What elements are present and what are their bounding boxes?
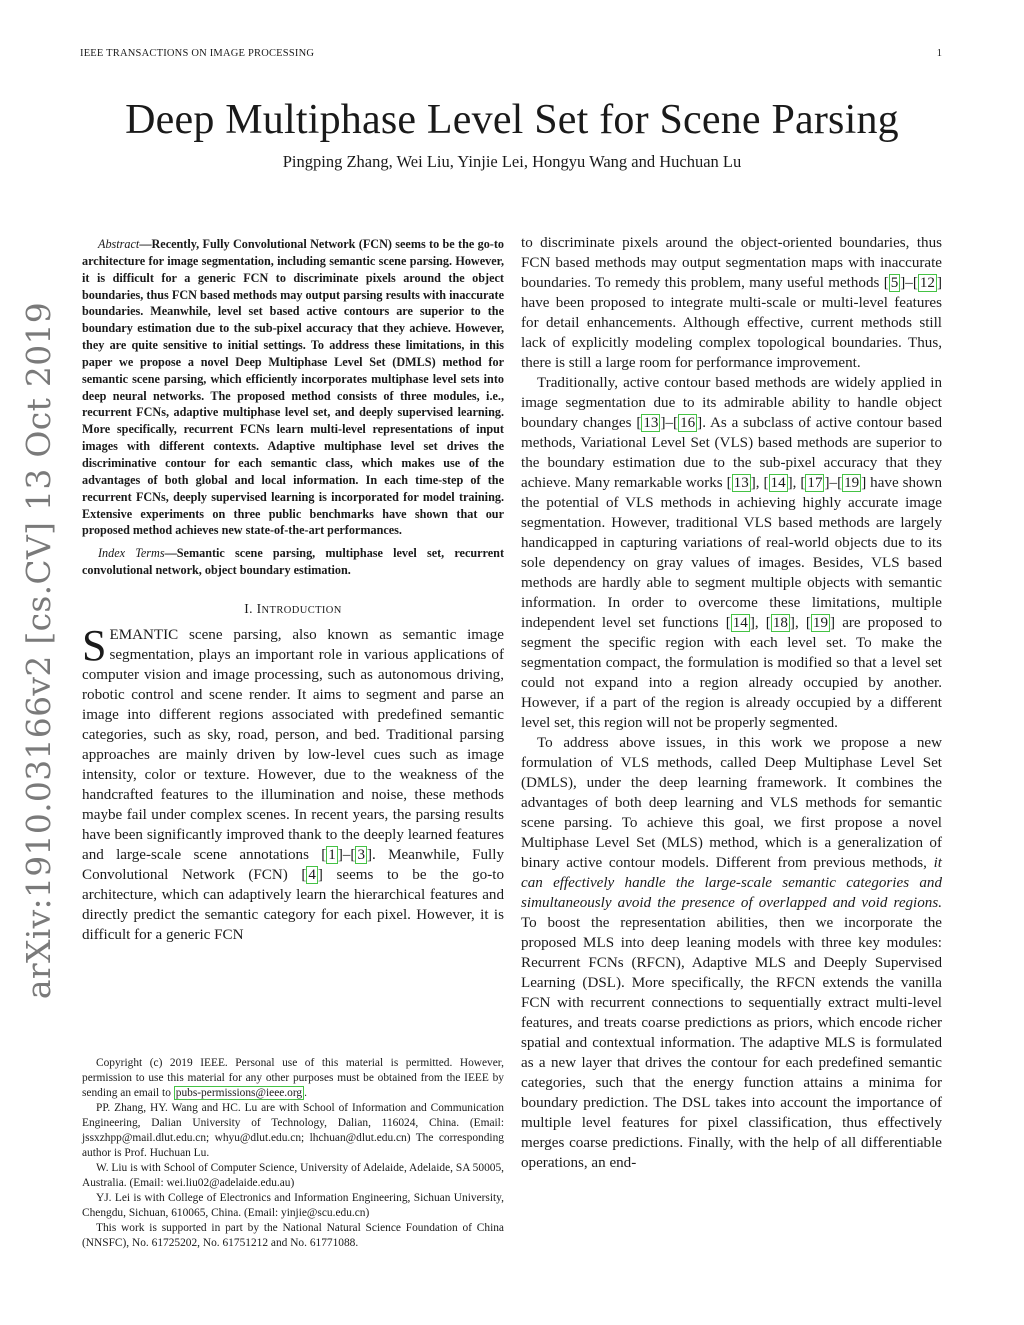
- page-number: 1: [936, 48, 942, 59]
- paper-title: Deep Multiphase Level Set for Scene Parsing: [125, 97, 899, 143]
- right-column: [521, 233, 942, 1173]
- arxiv-id: arXiv:1910.03166v2 [cs.CV] 13 Oct 2019: [19, 301, 59, 999]
- abstract: [82, 236, 504, 539]
- drop-cap: S: [82, 620, 107, 670]
- citation-link[interactable]: 5: [890, 275, 899, 291]
- citation-link[interactable]: 18: [772, 615, 788, 631]
- emphasis-text: it can effectively handle the large-scale semantic categories and simultaneously avoid the presence of overlapped and void regions.: [521, 855, 942, 911]
- funding-note: This work is supported in part by the National Natural Science Foundation of China (NNSFC), No. 61725202, No. 61751212 and No. 61771088.: [82, 1222, 504, 1249]
- citation-link[interactable]: 19: [844, 475, 860, 491]
- affiliation-note: YJ. Lei is with College of Electronics and Information Engineering, Sichuan University, Chengdu, Sichuan, 610065, China. (Email: yinjie@scu.edu.cn): [82, 1192, 504, 1219]
- citation-link[interactable]: 13: [733, 475, 749, 491]
- running-header: IEEE TRANSACTIONS ON IMAGE PROCESSING: [80, 48, 315, 59]
- index-terms-text: —Semantic scene parsing, multiphase level set, recurrent convolutional network, object boundary estimation.: [82, 546, 504, 577]
- section-heading-introduction: I. INTRODUCTION: [244, 600, 342, 616]
- index-terms: [82, 545, 504, 579]
- citation-link[interactable]: 14: [770, 475, 786, 491]
- abstract-text: —Recently, Fully Convolutional Network (FCN) seems to be the go-to architecture for image segmentation, including semantic scene parsing. However, it is difficult for a generic FCN to discriminate pixels around the object boundaries, thus FCN based methods may output parsing results with inaccurate boundaries. Meanwhile, level set based active contours are superior to the boundary estimation due to the sub-pixel accuracy that they achieve. However, they are quite sensitive to initial settings. To address these limitations, in this paper we propose a novel Deep Multiphase Level Set (DMLS) method for semantic scene parsing, which efficiently incorporates multiphase level sets into deep neural networks. The proposed method consists of three modules, i.e., recurrent FCNs, adaptive multiphase level set, and deeply supervised learning. More specifically, recurrent FCNs learn multi-level representations of input images with different contexts. Adaptive multiphase level set drives the discriminative contour for each semantic class, which makes use of the advantages of both global and local information. In each time-step of the recurrent FCNs, deeply supervised learning is incorporated for model training. Extensive experiments on three public benchmarks have shown that our proposed method achieves new state-of-the-art performances.: [82, 237, 504, 538]
- citation-link[interactable]: 16: [680, 415, 696, 431]
- abstract-label: Abstract: [98, 237, 140, 251]
- affiliation-note: PP. Zhang, HY. Wang and HC. Lu are with School of Information and Communication Engineering, Dalian University of Technology, Dalian, 116024, China. (Email: jssxzhpp@mail.dlut.edu.cn; whyu@dlut.edu.cn; lhchuan@dlut.edu.cn) The corresponding author is Prof. Huchuan Lu.: [82, 1102, 504, 1159]
- copyright-note: Copyright (c) 2019 IEEE. Personal use of this material is permitted. However, permission to use this material for any other purposes must be obtained from the IEEE by sending an email to pubs-permissions@ieee.org .: [82, 1057, 504, 1099]
- citation-link[interactable]: 14: [732, 615, 748, 631]
- author-list: Pingping Zhang, Wei Liu, Yinjie Lei, Hongyu Wang and Huchuan Lu: [282, 152, 742, 171]
- citation-link[interactable]: 12: [919, 275, 935, 291]
- body-paragraph: to discriminate pixels around the object-oriented boundaries, thus FCN based methods may output segmentation maps with inaccurate boundaries. To remedy this problem, many useful methods [ 5 ]–[ 12 ] have been proposed to integrate multi-scale or multi-level features for detail enhancements. Although effective, current methods still lack of explicitly modeling complex topological boundaries. Thus, there is still a large room for performance improvement.: [521, 235, 942, 371]
- permissions-email-link[interactable]: pubs-permissions@ieee.org: [175, 1087, 303, 1099]
- affiliation-note: W. Liu is with School of Computer Science, University of Adelaide, Adelaide, SA 50005, Australia. (Email: wei.liu02@adelaide.edu.au): [82, 1162, 504, 1189]
- body-paragraph: To address above issues, in this work we propose a new formulation of VLS methods, called Deep Multiphase Level Set (DMLS), under the deep learning framework. It combines the advantages of both deep learning and VLS methods for semantic scene parsing. To achieve this goal, we first propose a novel Multiphase Level Set (MLS) method, which is a generalization of binary active contour models. Different from previous methods, it can effectively handle the large-scale semantic categories and simultaneously avoid the presence of overlapped and void regions. To boost the representation abilities, then we incorporate the proposed MLS into deep leaning models with three key modules: Recurrent FCNs (RFCN), Adaptive MLS and Deeply Supervised Learning (DSL). More specifically, the RFCN extends the vanilla FCN with recurrent connections to sequentially extract multi-level features, and treats coarse predictions as priors, which encode richer spatial and contextual information. The adaptive MLS is formulated as a new layer that drives the contour for each predefined semantic categories, such that the energy function attains a minima for boundary prediction. The DSL takes into account the importance of multiple level features for pixel classification, thus effectively merges coarse predictions. Finally, with the help of all differentiable operations, an end-: [521, 735, 942, 1171]
- left-column: [82, 236, 504, 945]
- index-terms-label: Index Terms: [98, 546, 165, 561]
- intro-paragraph: SEMANTIC scene parsing, also known as semantic image segmentation, plays an important role in various applications of computer vision and image processing, such as autonomous driving, robotic control and scene render. It aims to segment and parse an image into different regions associated with predefined semantic categories, such as sky, road, person, and bed. Traditional parsing approaches are mainly driven by low-level cues such as image intensity, color or texture. However, due to the weakness of the handcrafted features to the illumination and noise, these methods maybe fail under complex scenes. In recent years, the parsing results have been significantly improved thank to the deeply learned features and large-scale scene annotations [ 1 ]–[ 3 ]. Meanwhile, Fully Convolutional Network (FCN) [ 4 ] seems to be the go-to architecture, which can adaptively learn the hierarchical features and directly predict the semantic category for each pixel. However, it is difficult for a generic FCN: [82, 620, 504, 943]
- citation-link[interactable]: 3: [357, 846, 365, 863]
- citation-link[interactable]: 4: [308, 866, 316, 883]
- arxiv-stamp: [8, 301, 70, 999]
- footnotes: [82, 1056, 504, 1251]
- citation-link[interactable]: 1: [328, 846, 336, 863]
- citation-link[interactable]: 19: [812, 615, 828, 631]
- citation-link[interactable]: 17: [807, 475, 823, 491]
- citation-link[interactable]: 13: [643, 415, 659, 431]
- body-paragraph: Traditionally, active contour based methods are widely applied in image segmentation due to its admirable ability to handle object boundary changes [ 13 ]–[ 16 ]. As a subclass of active contour based methods, Variational Level Set (VLS) based methods are superior to the boundary estimation due to the sub-pixel accuracy that they achieve. Many remarkable works [ 13 ], [ 14 ], [ 17 ]–[ 19 ] have shown the potential of VLS methods in achieving highly accurate image segmentation. However, traditional VLS based methods are largely handicapped in capturing variations of real-world objects due to its sole dependency on gray values of images. Besides, VLS based methods are hardly able to segment multiple objects with semantic information. In order to overcome these limitations, multiple independent level set functions [ 14 ], [ 18 ], [ 19 ] are proposed to segment the specific region with each level set. To make the segmentation compact, the formulation is modified so that a level set could not expand into a region already occupied by another. However, if a part of the region is already occupied by a different level set, this region will not be properly segmented.: [521, 375, 943, 731]
